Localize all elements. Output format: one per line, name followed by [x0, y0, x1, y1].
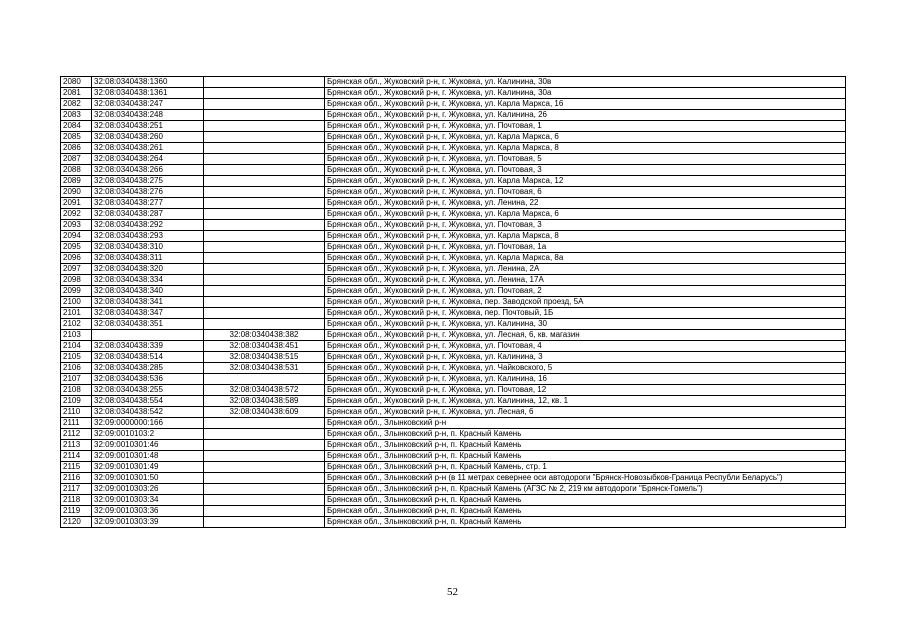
object-number-cell [204, 495, 325, 506]
row-number-cell: 2094 [61, 231, 92, 242]
row-number-cell: 2108 [61, 385, 92, 396]
address-cell: Брянская обл., Злынковский р-н, п. Красный Камень [325, 429, 846, 440]
address-cell: Брянская обл., Жуковский р-н, г. Жуковка, ул. Почтовая, 4 [325, 341, 846, 352]
cadastral-number-cell: 32:08:0340438:554 [92, 396, 204, 407]
table-row [61, 242, 846, 253]
cadastral-number-cell: 32:08:0340438:339 [92, 341, 204, 352]
table-row [61, 286, 846, 297]
table-row [61, 352, 846, 363]
table-row [61, 506, 846, 517]
address-cell: Брянская обл., Злынковский р-н [325, 418, 846, 429]
row-number-cell: 2098 [61, 275, 92, 286]
object-number-cell [204, 231, 325, 242]
address-cell: Брянская обл., Жуковский р-н, г. Жуковка, ул. Карла Маркса, 6 [325, 132, 846, 143]
object-number-cell: 32:08:0340438:451 [204, 341, 325, 352]
row-number-cell: 2103 [61, 330, 92, 341]
object-number-cell [204, 451, 325, 462]
table-row [61, 429, 846, 440]
table-row [61, 88, 846, 99]
row-number-cell: 2096 [61, 253, 92, 264]
object-number-cell [204, 440, 325, 451]
object-number-cell [204, 484, 325, 495]
address-cell: Брянская обл., Жуковский р-н, г. Жуковка, ул. Почтовая, 1а [325, 242, 846, 253]
address-cell: Брянская обл., Злынковский р-н, п. Красный Камень [325, 495, 846, 506]
address-cell: Брянская обл., Жуковский р-н, г. Жуковка, ул. Калинина, 16 [325, 374, 846, 385]
table-row [61, 440, 846, 451]
table-row [61, 187, 846, 198]
cadastral-number-cell: 32:08:0340438:260 [92, 132, 204, 143]
cadastral-number-cell: 32:08:0340438:248 [92, 110, 204, 121]
cadastral-number-cell: 32:09:0010303:36 [92, 506, 204, 517]
table-row [61, 297, 846, 308]
object-number-cell [204, 77, 325, 88]
cadastral-number-cell: 32:09:0010303:26 [92, 484, 204, 495]
address-cell: Брянская обл., Жуковский р-н, г. Жуковка, ул. Карла Маркса, 8 [325, 143, 846, 154]
object-number-cell [204, 429, 325, 440]
cadastral-number-cell: 32:08:0340438:1361 [92, 88, 204, 99]
row-number-cell: 2086 [61, 143, 92, 154]
cadastral-number-cell: 32:08:0340438:334 [92, 275, 204, 286]
address-cell: Брянская обл., Жуковский р-н, г. Жуковка, пер. Заводской проезд, 5А [325, 297, 846, 308]
table-row [61, 418, 846, 429]
address-cell: Брянская обл., Жуковский р-н, г. Жуковка, ул. Лесная, 6 [325, 407, 846, 418]
row-number-cell: 2092 [61, 209, 92, 220]
address-cell: Брянская обл., Жуковский р-н, г. Жуковка, ул. Ленина, 22 [325, 198, 846, 209]
table-row [61, 495, 846, 506]
row-number-cell: 2090 [61, 187, 92, 198]
cadastral-number-cell: 32:09:0010103:2 [92, 429, 204, 440]
table-row [61, 330, 846, 341]
row-number-cell: 2081 [61, 88, 92, 99]
row-number-cell: 2109 [61, 396, 92, 407]
row-number-cell: 2097 [61, 264, 92, 275]
address-cell: Брянская обл., Злынковский р-н, п. Красный Камень [325, 506, 846, 517]
row-number-cell: 2080 [61, 77, 92, 88]
address-cell: Брянская обл., Жуковский р-н, г. Жуковка, ул. Карла Маркса, 6 [325, 209, 846, 220]
object-number-cell: 32:08:0340438:609 [204, 407, 325, 418]
address-cell: Брянская обл., Жуковский р-н, г. Жуковка, ул. Калинина, 30в [325, 77, 846, 88]
row-number-cell: 2088 [61, 165, 92, 176]
table-row [61, 363, 846, 374]
table-row [61, 132, 846, 143]
row-number-cell: 2085 [61, 132, 92, 143]
cadastral-number-cell: 32:08:0340438:247 [92, 99, 204, 110]
cadastral-number-cell: 32:08:0340438:264 [92, 154, 204, 165]
cadastral-number-cell: 32:09:0010303:39 [92, 517, 204, 528]
address-cell: Брянская обл., Жуковский р-н, г. Жуковка, ул. Лесная, 6, кв. магазин [325, 330, 846, 341]
cadastral-number-cell: 32:09:0010301:46 [92, 440, 204, 451]
row-number-cell: 2101 [61, 308, 92, 319]
object-number-cell [204, 275, 325, 286]
object-number-cell [204, 319, 325, 330]
table-row [61, 198, 846, 209]
address-cell: Брянская обл., Злынковский р-н, п. Красный Камень (АГЗС № 2, 219 км автодороги "Брянск-Гомель") [325, 484, 846, 495]
table-row [61, 220, 846, 231]
table-row [61, 209, 846, 220]
object-number-cell: 32:08:0340438:382 [204, 330, 325, 341]
cadastral-number-cell: 32:09:0010303:34 [92, 495, 204, 506]
cadastral-number-cell: 32:08:0340438:542 [92, 407, 204, 418]
table-row [61, 231, 846, 242]
object-number-cell: 32:08:0340438:531 [204, 363, 325, 374]
object-number-cell: 32:08:0340438:515 [204, 352, 325, 363]
cadastral-number-cell: 32:08:0340438:285 [92, 363, 204, 374]
row-number-cell: 2107 [61, 374, 92, 385]
table-row [61, 110, 846, 121]
row-number-cell: 2117 [61, 484, 92, 495]
page-number: 52 [447, 586, 458, 598]
address-cell: Брянская обл., Жуковский р-н, г. Жуковка, ул. Почтовая, 3 [325, 165, 846, 176]
object-number-cell [204, 198, 325, 209]
row-number-cell: 2100 [61, 297, 92, 308]
object-number-cell: 32:08:0340438:589 [204, 396, 325, 407]
address-cell: Брянская обл., Злынковский р-н, п. Красный Камень, стр. 1 [325, 462, 846, 473]
cadastral-number-cell [92, 330, 204, 341]
row-number-cell: 2083 [61, 110, 92, 121]
object-number-cell [204, 88, 325, 99]
address-cell: Брянская обл., Злынковский р-н, п. Красный Камень [325, 440, 846, 451]
cadastral-number-cell: 32:08:0340438:276 [92, 187, 204, 198]
row-number-cell: 2113 [61, 440, 92, 451]
object-number-cell [204, 220, 325, 231]
cadastral-number-cell: 32:08:0340438:311 [92, 253, 204, 264]
row-number-cell: 2099 [61, 286, 92, 297]
cadastral-number-cell: 32:08:0340438:536 [92, 374, 204, 385]
cadastral-number-cell: 32:08:0340438:340 [92, 286, 204, 297]
cadastral-number-cell: 32:08:0340438:266 [92, 165, 204, 176]
address-cell: Брянская обл., Жуковский р-н, г. Жуковка, ул. Калинина, 30 [325, 319, 846, 330]
object-number-cell [204, 374, 325, 385]
address-cell: Брянская обл., Жуковский р-н, г. Жуковка, ул. Почтовая, 2 [325, 286, 846, 297]
row-number-cell: 2114 [61, 451, 92, 462]
address-cell: Брянская обл., Злынковский р-н, п. Красный Камень [325, 451, 846, 462]
table-row [61, 341, 846, 352]
registry-table-body [61, 77, 846, 528]
address-cell: Брянская обл., Жуковский р-н, г. Жуковка, ул. Карла Маркса, 8а [325, 253, 846, 264]
table-row [61, 473, 846, 484]
table-row [61, 374, 846, 385]
table-row [61, 143, 846, 154]
address-cell: Брянская обл., Жуковский р-н, г. Жуковка, ул. Калинина, 26 [325, 110, 846, 121]
table-row [61, 451, 846, 462]
table-row [61, 396, 846, 407]
cadastral-number-cell: 32:08:0340438:310 [92, 242, 204, 253]
object-number-cell [204, 99, 325, 110]
table-row [61, 165, 846, 176]
object-number-cell [204, 209, 325, 220]
address-cell: Брянская обл., Жуковский р-н, г. Жуковка, ул. Калинина, 3 [325, 352, 846, 363]
object-number-cell [204, 297, 325, 308]
table-row [61, 319, 846, 330]
object-number-cell [204, 242, 325, 253]
cadastral-number-cell: 32:08:0340438:277 [92, 198, 204, 209]
address-cell: Брянская обл., Жуковский р-н, г. Жуковка, ул. Карла Маркса, 8 [325, 231, 846, 242]
cadastral-number-cell: 32:08:0340438:351 [92, 319, 204, 330]
object-number-cell [204, 286, 325, 297]
address-cell: Брянская обл., Злынковский р-н (в 11 метрах севернее оси автодороги "Брянск-Новозыбков-Граница Республи Беларусь") [325, 473, 846, 484]
address-cell: Брянская обл., Жуковский р-н, г. Жуковка, ул. Карла Маркса, 16 [325, 99, 846, 110]
row-number-cell: 2091 [61, 198, 92, 209]
object-number-cell [204, 154, 325, 165]
row-number-cell: 2089 [61, 176, 92, 187]
table-row [61, 264, 846, 275]
row-number-cell: 2095 [61, 242, 92, 253]
cadastral-number-cell: 32:08:0340438:320 [92, 264, 204, 275]
row-number-cell: 2106 [61, 363, 92, 374]
address-cell: Брянская обл., Злынковский р-н, п. Красный Камень [325, 517, 846, 528]
cadastral-number-cell: 32:08:0340438:255 [92, 385, 204, 396]
object-number-cell: 32:08:0340438:572 [204, 385, 325, 396]
object-number-cell [204, 253, 325, 264]
table-row [61, 154, 846, 165]
table-row [61, 176, 846, 187]
cadastral-number-cell: 32:08:0340438:292 [92, 220, 204, 231]
table-row [61, 253, 846, 264]
cadastral-number-cell: 32:09:0010301:48 [92, 451, 204, 462]
table-row [61, 484, 846, 495]
cadastral-number-cell: 32:08:0340438:287 [92, 209, 204, 220]
table-row [61, 77, 846, 88]
table-row [61, 407, 846, 418]
address-cell: Брянская обл., Жуковский р-н, г. Жуковка, ул. Почтовая, 5 [325, 154, 846, 165]
object-number-cell [204, 506, 325, 517]
table-row [61, 385, 846, 396]
object-number-cell [204, 132, 325, 143]
row-number-cell: 2115 [61, 462, 92, 473]
row-number-cell: 2118 [61, 495, 92, 506]
row-number-cell: 2082 [61, 99, 92, 110]
address-cell: Брянская обл., Жуковский р-н, г. Жуковка, ул. Калинина, 12, кв. 1 [325, 396, 846, 407]
object-number-cell [204, 121, 325, 132]
row-number-cell: 2119 [61, 506, 92, 517]
row-number-cell: 2093 [61, 220, 92, 231]
address-cell: Брянская обл., Жуковский р-н, г. Жуковка, ул. Почтовая, 6 [325, 187, 846, 198]
table-row [61, 121, 846, 132]
address-cell: Брянская обл., Жуковский р-н, г. Жуковка, ул. Ленина, 2А [325, 264, 846, 275]
object-number-cell [204, 165, 325, 176]
object-number-cell [204, 110, 325, 121]
address-cell: Брянская обл., Жуковский р-н, г. Жуковка, ул. Калинина, 30а [325, 88, 846, 99]
cadastral-number-cell: 32:08:0340438:251 [92, 121, 204, 132]
row-number-cell: 2084 [61, 121, 92, 132]
object-number-cell [204, 462, 325, 473]
cadastral-number-cell: 32:08:0340438:261 [92, 143, 204, 154]
address-cell: Брянская обл., Жуковский р-н, г. Жуковка, ул. Почтовая, 1 [325, 121, 846, 132]
object-number-cell [204, 143, 325, 154]
object-number-cell [204, 264, 325, 275]
cadastral-number-cell: 32:09:0010301:49 [92, 462, 204, 473]
cadastral-number-cell: 32:09:0000000:166 [92, 418, 204, 429]
cadastral-number-cell: 32:08:0340438:1360 [92, 77, 204, 88]
address-cell: Брянская обл., Жуковский р-н, г. Жуковка, ул. Ленина, 17А [325, 275, 846, 286]
table-row [61, 462, 846, 473]
cadastral-number-cell: 32:08:0340438:347 [92, 308, 204, 319]
row-number-cell: 2105 [61, 352, 92, 363]
row-number-cell: 2104 [61, 341, 92, 352]
address-cell: Брянская обл., Жуковский р-н, г. Жуковка, ул. Карла Маркса, 12 [325, 176, 846, 187]
cadastral-number-cell: 32:08:0340438:293 [92, 231, 204, 242]
row-number-cell: 2111 [61, 418, 92, 429]
row-number-cell: 2102 [61, 319, 92, 330]
table-row [61, 308, 846, 319]
object-number-cell [204, 308, 325, 319]
table-row [61, 275, 846, 286]
row-number-cell: 2112 [61, 429, 92, 440]
cadastral-registry-table [60, 76, 846, 528]
address-cell: Брянская обл., Жуковский р-н, г. Жуковка, ул. Почтовая, 12 [325, 385, 846, 396]
address-cell: Брянская обл., Жуковский р-н, г. Жуковка, ул. Почтовая, 3 [325, 220, 846, 231]
table-row [61, 99, 846, 110]
object-number-cell [204, 176, 325, 187]
cadastral-number-cell: 32:09:0010301:50 [92, 473, 204, 484]
object-number-cell [204, 473, 325, 484]
row-number-cell: 2110 [61, 407, 92, 418]
row-number-cell: 2120 [61, 517, 92, 528]
row-number-cell: 2116 [61, 473, 92, 484]
cadastral-number-cell: 32:08:0340438:341 [92, 297, 204, 308]
object-number-cell [204, 418, 325, 429]
address-cell: Брянская обл., Жуковский р-н, г. Жуковка, пер. Почтовый, 1Б [325, 308, 846, 319]
object-number-cell [204, 517, 325, 528]
cadastral-number-cell: 32:08:0340438:514 [92, 352, 204, 363]
row-number-cell: 2087 [61, 154, 92, 165]
cadastral-number-cell: 32:08:0340438:275 [92, 176, 204, 187]
address-cell: Брянская обл., Жуковский р-н, г. Жуковка, ул. Чайковского, 5 [325, 363, 846, 374]
table-row [61, 517, 846, 528]
object-number-cell [204, 187, 325, 198]
